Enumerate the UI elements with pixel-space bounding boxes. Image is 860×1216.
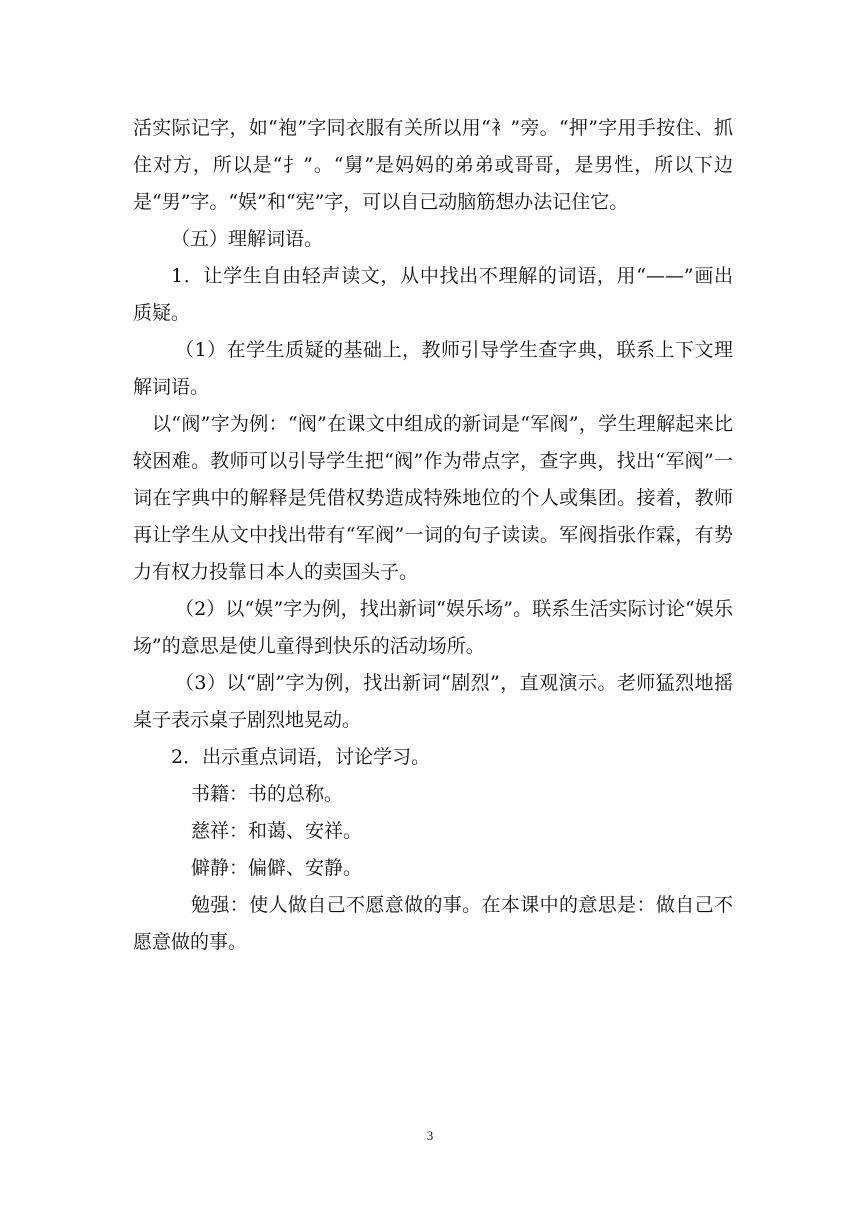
paragraph-step-2: 2．出示重点词语，讨论学习。 xyxy=(171,746,431,768)
paragraph-sub-3: （3）以“剧”字为例，找出新词“剧烈”，直观演示。老师猛烈地摇桌子表示桌子剧烈地晃动。 xyxy=(133,672,733,731)
section-heading-understand-words: （五）理解词语。 xyxy=(171,228,324,250)
definition-shuji: 书籍：书的总称。 xyxy=(191,783,344,805)
definition-mianqiang: 勉强：使人做自己不愿意做的事。在本课中的意思是：做自己不愿意做的事。 xyxy=(133,894,733,953)
paragraph-memory-methods: 活实际记字，如“袍”字同衣服有关所以用“衤”旁。“押”字用手按住、抓住对方，所以是“扌”。“舅”是妈妈的弟弟或哥哥，是男性，所以下边是“男”字。“娱”和“宪”字，可以自己动脑筋想办法记住它。 xyxy=(133,117,733,213)
paragraph-step-1: 1．让学生自由轻声读文，从中找出不理解的词语，用“——”画出质疑。 xyxy=(133,265,733,324)
page-content xyxy=(133,110,733,961)
paragraph-sub-2: （2）以“娱”字为例，找出新词“娱乐场”。联系生活实际讨论“娱乐场”的意思是使儿童得到快乐的活动场所。 xyxy=(133,598,733,657)
definition-cixiang: 慈祥：和蔼、安祥。 xyxy=(191,820,363,842)
paragraph-example-fa: 以“阀”字为例：“阀”在课文中组成的新词是“军阀”，学生理解起来比较困难。教师可以引导学生把“阀”作为带点字，查字典，找出“军阀”一词在字典中的解释是凭借权势造成特殊地位的个人或集团。接着，教师再让学生从文中找出带有“军阀”一词的句子读读。军阀指张作霖，有势力有权力投靠日本人的卖国头子。 xyxy=(133,413,733,583)
page-number: 3 xyxy=(426,1128,434,1143)
paragraph-sub-1: （1）在学生质疑的基础上，教师引导学生查字典，联系上下文理解词语。 xyxy=(133,339,733,398)
definition-pijing: 僻静：偏僻、安静。 xyxy=(191,857,363,879)
